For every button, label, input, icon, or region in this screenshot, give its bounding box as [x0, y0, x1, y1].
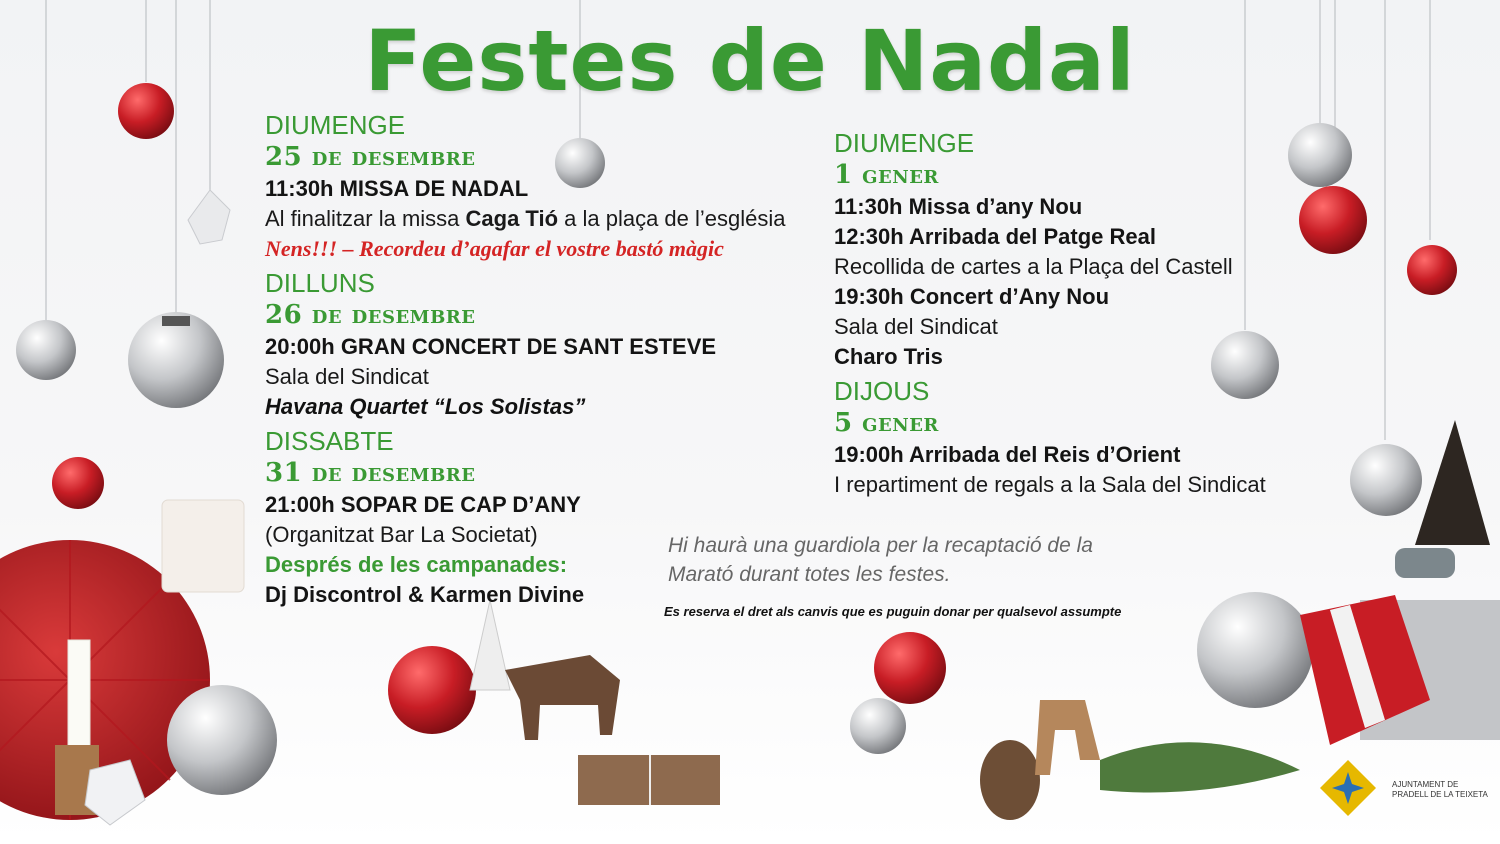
event-performer: Dj Discontrol & Karmen Divine [265, 582, 585, 607]
event-detail: I repartiment de regals a la Sala del Sindicat [834, 472, 1266, 497]
logo-line: AJUNTAMENT DE [1392, 780, 1459, 789]
event-title: 19:00h Arribada del Reis d’Orient [834, 442, 1181, 467]
event-venue: Sala del Sindicat [265, 364, 429, 389]
event-title: 11:30h Missa d’any Nou [834, 194, 1083, 219]
day-name: DISSABTE [265, 426, 394, 456]
event-title: 12:30h Arribada del Patge Real [834, 224, 1156, 249]
event-performer: Havana Quartet “Los Solistas” [265, 394, 586, 419]
event-date: 31 de desembre [265, 458, 476, 488]
event-subheading: Després de les campanades: [265, 552, 568, 577]
event-highlight: Caga Tió [465, 206, 559, 231]
event-date: 1 gener [834, 160, 939, 190]
donation-note [668, 531, 1093, 589]
event-title: 11:30h MISSA DE NADAL [265, 176, 529, 201]
event-performer: Charo Tris [834, 344, 943, 369]
logo-line: PRADELL DE LA TEIXETA [1392, 790, 1488, 799]
donation-note-line: Marató durant totes les festes. [668, 563, 951, 586]
donation-note-line: Hi haurà una guardiola per la recaptació de la [668, 534, 1093, 557]
event-date: 5 gener [834, 408, 939, 438]
event-title: 21:00h SOPAR DE CAP D’ANY [265, 492, 581, 517]
event-detail [265, 204, 786, 234]
day-name: DIUMENGE [834, 128, 975, 158]
right-column [834, 128, 1266, 500]
day-name: DIUMENGE [265, 110, 406, 140]
event-detail: Recollida de cartes a la Plaça del Castell [834, 254, 1233, 279]
day-name: DIJOUS [834, 376, 930, 406]
kids-reminder: Nens!!! – Recordeu d’agafar el vostre bastó màgic [265, 236, 724, 261]
day-name: DILLUNS [265, 268, 375, 298]
event-date: 26 de desembre [265, 300, 476, 330]
event-venue: Sala del Sindicat [834, 314, 998, 339]
event-detail: (Organitzat Bar La Societat) [265, 522, 538, 547]
star-shield-icon [1318, 758, 1378, 818]
event-title: 20:00h GRAN CONCERT DE SANT ESTEVE [265, 334, 717, 359]
event-detail-text: a la plaça de l’església [558, 206, 786, 231]
event-title: 19:30h Concert d’Any Nou [834, 284, 1110, 309]
event-detail-text: Al finalitzar la missa [265, 206, 466, 231]
page-title: Festes de Nadal [364, 12, 1136, 110]
event-date: 25 de desembre [265, 142, 476, 172]
disclaimer: Es reserva el dret als canvis que es puguin donar per qualsevol assumpte [664, 604, 1122, 619]
